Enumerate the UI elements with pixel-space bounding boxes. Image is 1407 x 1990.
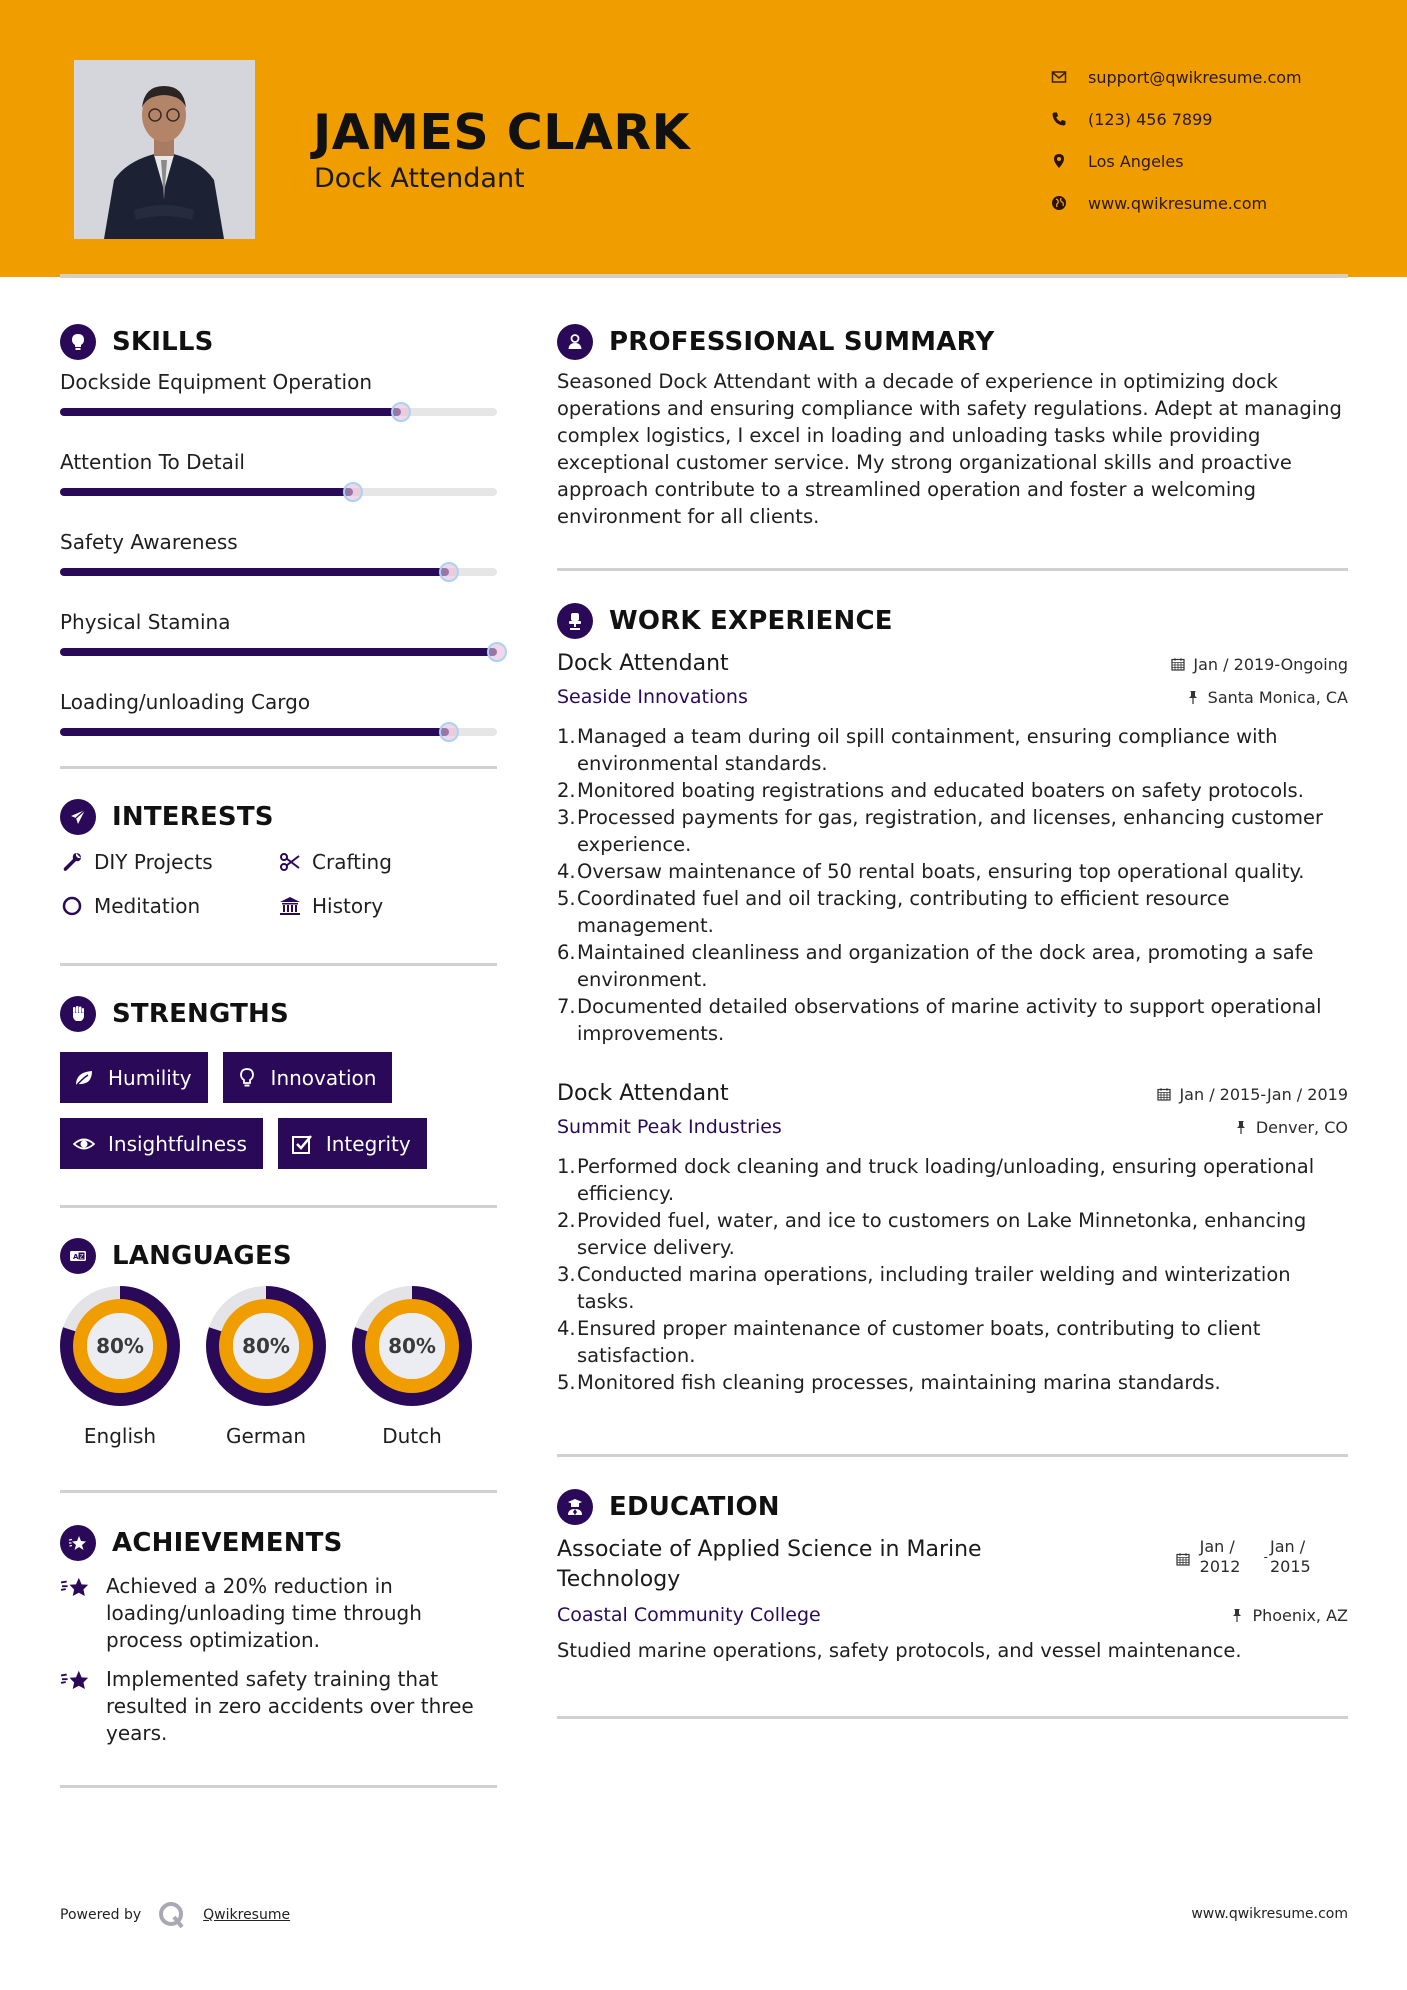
achievement-text: Implemented safety training that resulted in zero accidents over three years. — [106, 1667, 474, 1745]
calendar-icon — [1176, 1552, 1190, 1566]
bullet-item: 3. Processed payments for gas, registration, and licenses, enhancing customer experience. — [557, 806, 1323, 856]
achievement-item — [60, 1666, 497, 1747]
fist-icon — [60, 996, 96, 1032]
candidate-name: JAMES CLARK — [313, 104, 691, 161]
candidate-title: Dock Attendant — [314, 163, 525, 194]
section-divider — [60, 1205, 497, 1208]
job-title: Dock Attendant — [557, 651, 729, 676]
skills-section — [60, 322, 497, 736]
achievement-text: Achieved a 20% reduction in loading/unloading time through process optimization. — [106, 1574, 422, 1652]
bullet-item: 5. Monitored fish cleaning processes, maintaining marina standards. — [557, 1371, 1221, 1394]
bullet-item: 2. Monitored boating registrations and educated boaters on safety protocols. — [557, 779, 1304, 802]
language-percent: 80% — [96, 1334, 144, 1358]
envelope-icon — [1050, 68, 1068, 86]
job-title: Dock Attendant — [557, 1081, 729, 1106]
education-location-text: Phoenix, AZ — [1252, 1605, 1348, 1625]
bullet-item: 1. Performed dock cleaning and truck loading/unloading, ensuring operational efficiency. — [557, 1155, 1315, 1205]
section-divider — [60, 1490, 497, 1493]
star-badge-icon — [60, 1525, 96, 1561]
education-section — [557, 1487, 1348, 1664]
skills-heading: SKILLS — [112, 327, 214, 357]
bullet-item: 2. Provided fuel, water, and ice to customers on Lake Minnetonka, enhancing service delivery. — [557, 1209, 1307, 1259]
map-pin-icon — [1050, 152, 1068, 170]
strength-badge — [60, 1118, 263, 1169]
experience-heading: WORK EXPERIENCE — [609, 606, 893, 636]
calendar-icon — [1171, 657, 1185, 671]
interest-item — [60, 847, 278, 877]
pushpin-icon — [1234, 1120, 1248, 1134]
job-bullets — [557, 723, 1348, 1047]
footer-site-link[interactable]: www.qwikresume.com — [1191, 1906, 1348, 1922]
strength-label: Insightfulness — [108, 1131, 247, 1156]
achievements-heading: ACHIEVEMENTS — [112, 1528, 343, 1558]
checkbox-icon — [290, 1132, 314, 1156]
language-item — [206, 1286, 326, 1448]
language-donut — [352, 1286, 472, 1406]
bullet-item: 1. Managed a team during oil spill containment, ensuring compliance with environmental standards. — [557, 725, 1278, 775]
job-location-text: Santa Monica, CA — [1207, 687, 1348, 707]
person-portrait-icon — [74, 60, 255, 239]
strength-label: Integrity — [325, 1131, 411, 1156]
date-separator: - — [1263, 1550, 1268, 1564]
job-dates — [1157, 1085, 1348, 1104]
leaf-icon — [72, 1066, 96, 1090]
skill-knob — [343, 482, 363, 502]
languages-heading: LANGUAGES — [112, 1241, 292, 1271]
bullet-item: 3. Conducted marina operations, including trailer welding and winterization tasks. — [557, 1263, 1291, 1313]
summary-heading: PROFESSIONAL SUMMARY — [609, 327, 995, 357]
language-donut — [206, 1286, 326, 1406]
job-company: Summit Peak Industries — [557, 1116, 782, 1138]
language-name: Dutch — [382, 1424, 442, 1448]
job-dates-text: Jan / 2015-Jan / 2019 — [1179, 1084, 1348, 1104]
achievements-section — [60, 1523, 497, 1747]
language-name: German — [225, 1424, 307, 1448]
section-divider — [557, 1454, 1348, 1457]
skill-item — [60, 526, 497, 576]
skill-bar — [60, 728, 497, 736]
footer-powered-by — [60, 1900, 290, 1930]
left-column — [60, 322, 497, 1788]
skill-bar — [60, 488, 497, 496]
contact-phone[interactable] — [1050, 98, 1302, 140]
education-dates — [1176, 1537, 1318, 1577]
language-item — [60, 1286, 180, 1448]
graduate-icon — [557, 1489, 593, 1525]
bullet-item: 4. Oversaw maintenance of 50 rental boats, ensuring top operational quality. — [557, 860, 1305, 883]
eye-icon — [72, 1132, 96, 1156]
skill-label: Physical Stamina — [60, 610, 231, 634]
interest-item — [60, 891, 278, 921]
star-icon — [60, 1573, 94, 1603]
strength-label: Innovation — [270, 1065, 377, 1090]
section-divider — [60, 766, 497, 769]
profile-photo — [74, 60, 255, 239]
skill-bar — [60, 568, 497, 576]
job-company: Seaside Innovations — [557, 686, 748, 708]
contact-email[interactable] — [1050, 56, 1302, 98]
skill-label: Loading/unloading Cargo — [60, 690, 311, 714]
svg-text:A: A — [73, 1253, 79, 1261]
qwikresume-link[interactable]: Qwikresume — [203, 1907, 291, 1923]
contact-location-text: Los Angeles — [1088, 151, 1184, 171]
job-location — [1234, 1118, 1348, 1137]
globe-icon — [1050, 194, 1068, 212]
contact-location — [1050, 140, 1302, 182]
strength-label: Humility — [108, 1065, 192, 1090]
section-divider — [557, 1716, 1348, 1719]
job-entry — [557, 1077, 1348, 1396]
skill-item — [60, 686, 497, 736]
education-description: Studied marine operations, safety protocols, and vessel maintenance. — [557, 1639, 1242, 1662]
strength-badge — [278, 1118, 427, 1169]
paper-plane-icon — [60, 799, 96, 835]
resume-header — [0, 0, 1407, 277]
skill-knob — [487, 642, 507, 662]
skill-item — [60, 366, 497, 416]
summary-text: Seasoned Dock Attendant with a decade of experience in optimizing dock operations and ensuring compliance with safety regulations. Adept at managing complex logistics, I excel in loading and unloading tasks while providing exceptional customer service. My strong organizational skills and proactive approach contribute to a streamlined operation and foster a welcoming environment for all clients. — [557, 370, 1342, 528]
office-chair-icon — [557, 603, 593, 639]
language-name: English — [83, 1424, 157, 1448]
job-dates-text: Jan / 2019-Ongoing — [1193, 654, 1348, 674]
degree-title: Associate of Applied Science in Marine Technology — [557, 1537, 982, 1592]
skill-label: Attention To Detail — [60, 450, 245, 474]
language-percent: 80% — [242, 1334, 290, 1358]
skill-knob — [439, 722, 459, 742]
interests-heading: INTERESTS — [112, 802, 274, 832]
lightbulb-icon — [60, 324, 96, 360]
section-divider — [60, 1785, 497, 1788]
job-location — [1186, 688, 1348, 707]
education-heading: EDUCATION — [609, 1492, 780, 1522]
powered-by-text: Powered by — [60, 1907, 142, 1923]
interests-section — [60, 797, 497, 921]
svg-text:Z: Z — [79, 1253, 84, 1261]
section-divider — [60, 963, 497, 966]
strengths-section — [60, 994, 497, 1169]
contact-website[interactable] — [1050, 182, 1302, 224]
strength-badge — [223, 1052, 393, 1103]
phone-icon — [1050, 110, 1068, 128]
language-item — [352, 1286, 472, 1448]
skill-label: Safety Awareness — [60, 530, 238, 554]
qwikresume-logo-icon — [157, 1900, 187, 1930]
skill-bar — [60, 648, 497, 656]
strength-badge — [60, 1052, 208, 1103]
education-end: Jan / 2015 — [1270, 1537, 1311, 1576]
museum-icon — [278, 894, 302, 918]
contact-phone-text: (123) 456 7899 — [1088, 109, 1213, 129]
calendar-icon — [1157, 1087, 1171, 1101]
bullet-item: 5. Coordinated fuel and oil tracking, contributing to efficient resource management. — [557, 887, 1230, 937]
skill-item — [60, 606, 497, 656]
pushpin-icon — [1230, 1608, 1244, 1622]
interest-label: History — [312, 894, 384, 918]
right-column — [557, 322, 1348, 1719]
interest-label: Meditation — [94, 894, 201, 918]
job-dates — [1171, 655, 1348, 674]
summary-section — [557, 322, 1348, 530]
languages-section — [60, 1236, 497, 1448]
interest-item — [278, 847, 496, 877]
section-divider — [557, 568, 1348, 571]
bullet-item: 6. Maintained cleanliness and organization of the dock area, promoting a safe environment. — [557, 941, 1314, 991]
job-bullets — [557, 1153, 1348, 1396]
school-name: Coastal Community College — [557, 1604, 821, 1626]
job-location-text: Denver, CO — [1255, 1117, 1348, 1137]
pushpin-icon — [1186, 690, 1200, 704]
wrench-icon — [60, 850, 84, 874]
bullet-item: 7. Documented detailed observations of marine activity to support operational improvements. — [557, 995, 1322, 1045]
star-icon — [60, 1666, 94, 1696]
experience-section — [557, 601, 1348, 1396]
language-percent: 80% — [388, 1334, 436, 1358]
education-location — [1230, 1606, 1348, 1625]
skill-bar — [60, 408, 497, 416]
header-divider — [60, 274, 1348, 278]
contact-email-text: support@qwikresume.com — [1088, 67, 1302, 87]
strengths-heading: STRENGTHS — [112, 999, 289, 1029]
interest-label: Crafting — [312, 850, 392, 874]
circle-icon — [60, 894, 84, 918]
achievement-item — [60, 1573, 497, 1654]
language-donut — [60, 1286, 180, 1406]
interest-item — [278, 891, 496, 921]
bullet-item: 4. Ensured proper maintenance of customer boats, contributing to client satisfaction. — [557, 1317, 1261, 1367]
contact-list — [1050, 56, 1302, 224]
contact-website-text: www.qwikresume.com — [1088, 193, 1268, 213]
skill-knob — [391, 402, 411, 422]
translate-icon — [60, 1238, 96, 1274]
skill-label: Dockside Equipment Operation — [60, 370, 373, 394]
interest-label: DIY Projects — [94, 850, 213, 874]
skill-item — [60, 446, 497, 496]
scissors-icon — [278, 850, 302, 874]
user-icon — [557, 324, 593, 360]
job-entry — [557, 647, 1348, 1047]
skill-knob — [439, 562, 459, 582]
lightbulb-icon — [235, 1066, 259, 1090]
education-start: Jan / 2012 — [1199, 1537, 1241, 1576]
